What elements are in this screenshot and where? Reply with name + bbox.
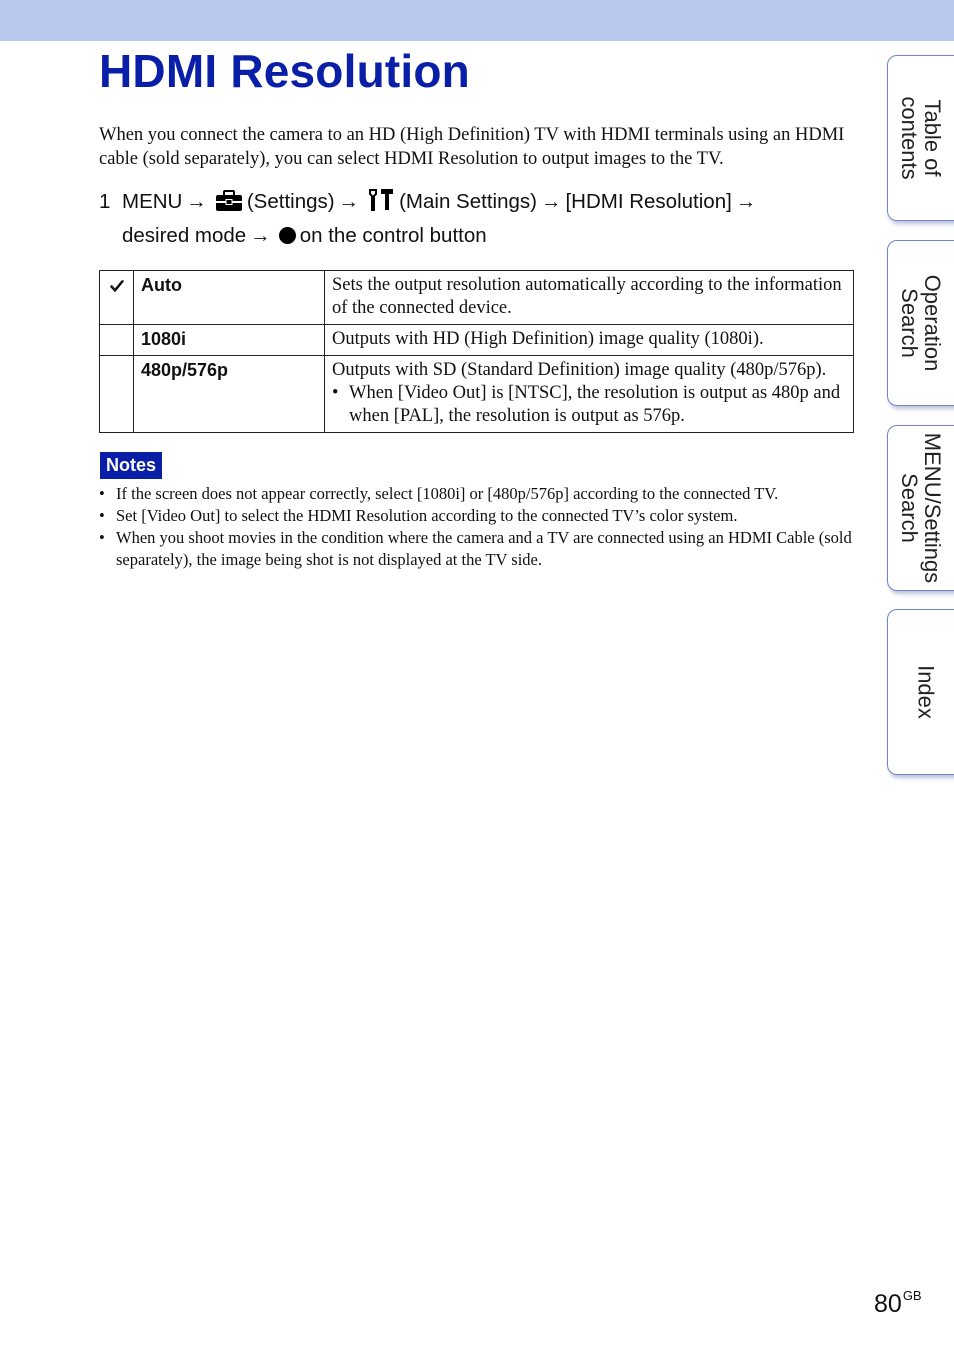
option-bullet-text: When [Video Out] is [NTSC], the resolution is output as 480p and when [PAL], the resolution is output as 576p. [349,383,841,426]
toolbox-icon [215,190,243,221]
desired-mode-label: desired mode [122,224,247,247]
note-text: When you shoot movies in the condition where the camera and a TV are connected using an HDMI Cable (sold separately), the image being shot is not displayed at the TV side. [116,528,852,569]
bullet-icon: • [99,484,105,503]
notes-label: Notes [100,452,162,479]
bullet-icon: • [332,383,339,403]
bullet-icon: • [99,506,105,525]
step-number: 1 [99,190,111,213]
arrow-icon: → [250,224,271,247]
tab-label: Table of contents [897,96,945,180]
wrench-screwdriver-icon [367,188,395,221]
hdmi-item-label: [HDMI Resolution] [565,190,732,213]
tab-label: Operation Search [897,274,945,372]
arrow-icon: → [735,190,757,213]
header-band [0,0,954,41]
tab-label: MENU/Settings Search [897,432,945,584]
note-text: Set [Video Out] to select the HDMI Resolution according to the connected TV’s color system. [116,506,738,525]
list-item [99,527,854,570]
tab-operation-search[interactable] [887,240,954,406]
page-number: $80^{GB}$ [874,1288,922,1318]
menu-label: MENU [122,190,183,213]
step-text [122,187,857,251]
option-description: Sets the output resolution automatically according to the information of the connected device. [325,271,854,325]
option-name: 480p/576p [134,356,325,433]
tab-label: Index [913,665,939,719]
arrow-icon: → [540,190,562,213]
center-button-dot-icon [279,227,296,244]
tab-menu-settings-search[interactable] [887,425,954,591]
option-description-cell [325,356,854,433]
bullet-icon: • [99,528,105,547]
default-mark-cell [100,271,134,325]
table-row [100,356,854,433]
list-item [99,483,854,505]
option-description: Outputs with HD (High Definition) image quality (1080i). [325,325,854,356]
option-name: 1080i [134,325,325,356]
option-bullet [332,382,846,428]
option-description: Outputs with SD (Standard Definition) image quality (480p/576p). [332,360,827,380]
checkmark-icon [109,278,125,298]
default-mark-cell [100,356,134,433]
table-row [100,325,854,356]
table-row [100,271,854,325]
notes-list [99,483,854,571]
control-button-label: on the control button [299,224,487,247]
default-mark-cell [100,325,134,356]
note-text: If the screen does not appear correctly, select [1080i] or [480p/576p] according to the connected TV. [116,484,779,503]
tab-index[interactable] [887,609,954,775]
intro-paragraph: When you connect the camera to an HD (High Definition) TV with HDMI terminals using an HDMI cable (sold separately), you can select HDMI Resolution to output images to the TV. [99,125,845,169]
arrow-icon: → [338,190,360,213]
tab-table-of-contents[interactable] [887,55,954,221]
settings-label: (Settings) [246,190,335,213]
options-table [99,270,854,433]
page-title: HDMI Resolution [99,45,470,97]
main-settings-label: (Main Settings) [399,190,537,213]
arrow-icon: → [186,190,207,213]
option-name: Auto [134,271,325,325]
list-item [99,505,854,527]
